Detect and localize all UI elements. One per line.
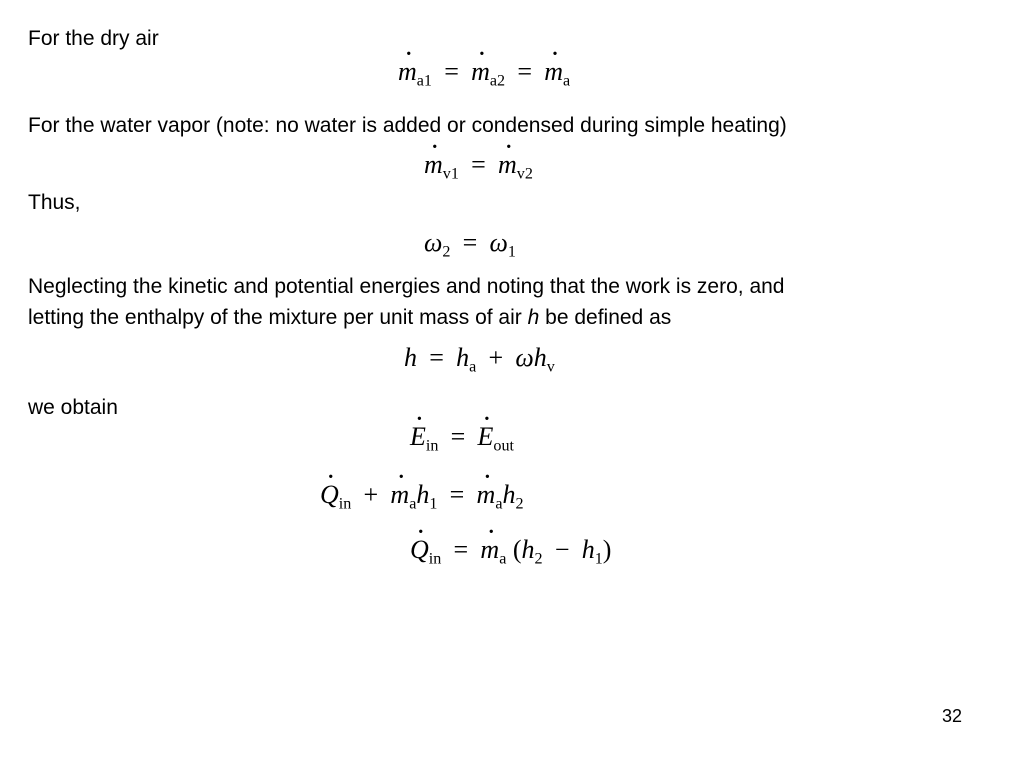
equals-sign: =	[429, 343, 444, 372]
text-water-vapor: For the water vapor (note: no water is added or condensed during simple heating)	[28, 114, 787, 137]
text-neglecting-line2	[28, 302, 671, 333]
text-dry-air: For the dry air	[28, 27, 159, 50]
h-symbol: h	[581, 535, 595, 564]
equals-sign: =	[444, 57, 459, 86]
equation-dry-air-mass-balance	[398, 57, 571, 90]
subscript-out: out	[493, 437, 515, 455]
subscript-a: a	[499, 550, 507, 568]
q-dot-symbol: · Q	[410, 535, 429, 565]
text-variable-h: h	[527, 306, 540, 329]
subscript-in: in	[428, 550, 442, 568]
subscript-a: a	[495, 495, 503, 513]
m-dot-symbol: · m	[498, 150, 517, 180]
equation-mixture-enthalpy	[404, 343, 555, 376]
equals-sign: =	[462, 228, 478, 257]
m-dot-symbol: · m	[471, 57, 490, 87]
subscript-2: 2	[442, 243, 451, 261]
h-symbol: h	[521, 535, 535, 564]
equals-sign: =	[453, 535, 469, 564]
subscript-1: 1	[507, 243, 516, 261]
omega-symbol: ω	[515, 343, 534, 372]
page-number: 32	[941, 706, 962, 726]
equation-humidity-ratio	[424, 228, 516, 261]
m-dot-symbol: · m	[424, 150, 443, 180]
h-symbol: h	[404, 343, 417, 372]
subscript-in: in	[425, 437, 439, 455]
equation-energy-balance	[410, 422, 515, 455]
subscript-2: 2	[534, 550, 543, 568]
subscript-a: a	[563, 72, 571, 90]
subscript-a2: a2	[489, 72, 506, 90]
h-symbol: h	[502, 480, 516, 509]
equals-sign: =	[471, 150, 486, 179]
subscript-a: a	[409, 495, 417, 513]
right-paren: )	[602, 535, 612, 564]
subscript-v2: v2	[516, 165, 533, 183]
omega-symbol: ω	[489, 228, 508, 257]
text-we-obtain: we obtain	[28, 396, 118, 419]
h-symbol: h	[533, 343, 547, 372]
subscript-a: a	[469, 358, 477, 376]
text-neglecting-line2-pre: letting the enthalpy of the mixture per unit mass of air	[28, 306, 522, 329]
plus-sign: +	[488, 343, 504, 372]
text-thus: Thus,	[28, 191, 81, 214]
left-paren: (	[512, 535, 522, 564]
m-dot-symbol: · m	[544, 57, 563, 87]
m-dot-symbol: · m	[390, 480, 409, 510]
equation-heat-balance	[320, 480, 524, 513]
subscript-1: 1	[594, 550, 603, 568]
e-dot-symbol: · E	[410, 422, 426, 452]
subscript-v1: v1	[442, 165, 459, 183]
text-neglecting-line2-post: be defined as	[545, 306, 672, 329]
equals-sign: =	[517, 57, 532, 86]
subscript-v: v	[546, 358, 555, 376]
q-dot-symbol: · Q	[320, 480, 339, 510]
subscript-1: 1	[429, 495, 438, 513]
h-symbol: h	[456, 343, 470, 372]
subscript-a1: a1	[416, 72, 432, 90]
plus-sign: +	[363, 480, 379, 509]
omega-symbol: ω	[424, 228, 443, 257]
m-dot-symbol: · m	[480, 535, 499, 565]
m-dot-symbol: · m	[398, 57, 417, 87]
h-symbol: h	[416, 480, 430, 509]
e-dot-symbol: · E	[478, 422, 494, 452]
equals-sign: =	[449, 480, 465, 509]
subscript-in: in	[338, 495, 352, 513]
equation-heat-input	[410, 535, 612, 568]
text-neglecting-line1: Neglecting the kinetic and potential energies and noting that the work is zero, and	[28, 275, 785, 298]
equals-sign: =	[450, 422, 466, 451]
subscript-2: 2	[515, 495, 524, 513]
minus-sign: −	[554, 535, 570, 564]
m-dot-symbol: · m	[477, 480, 496, 510]
equation-water-vapor-mass-balance	[424, 150, 533, 183]
